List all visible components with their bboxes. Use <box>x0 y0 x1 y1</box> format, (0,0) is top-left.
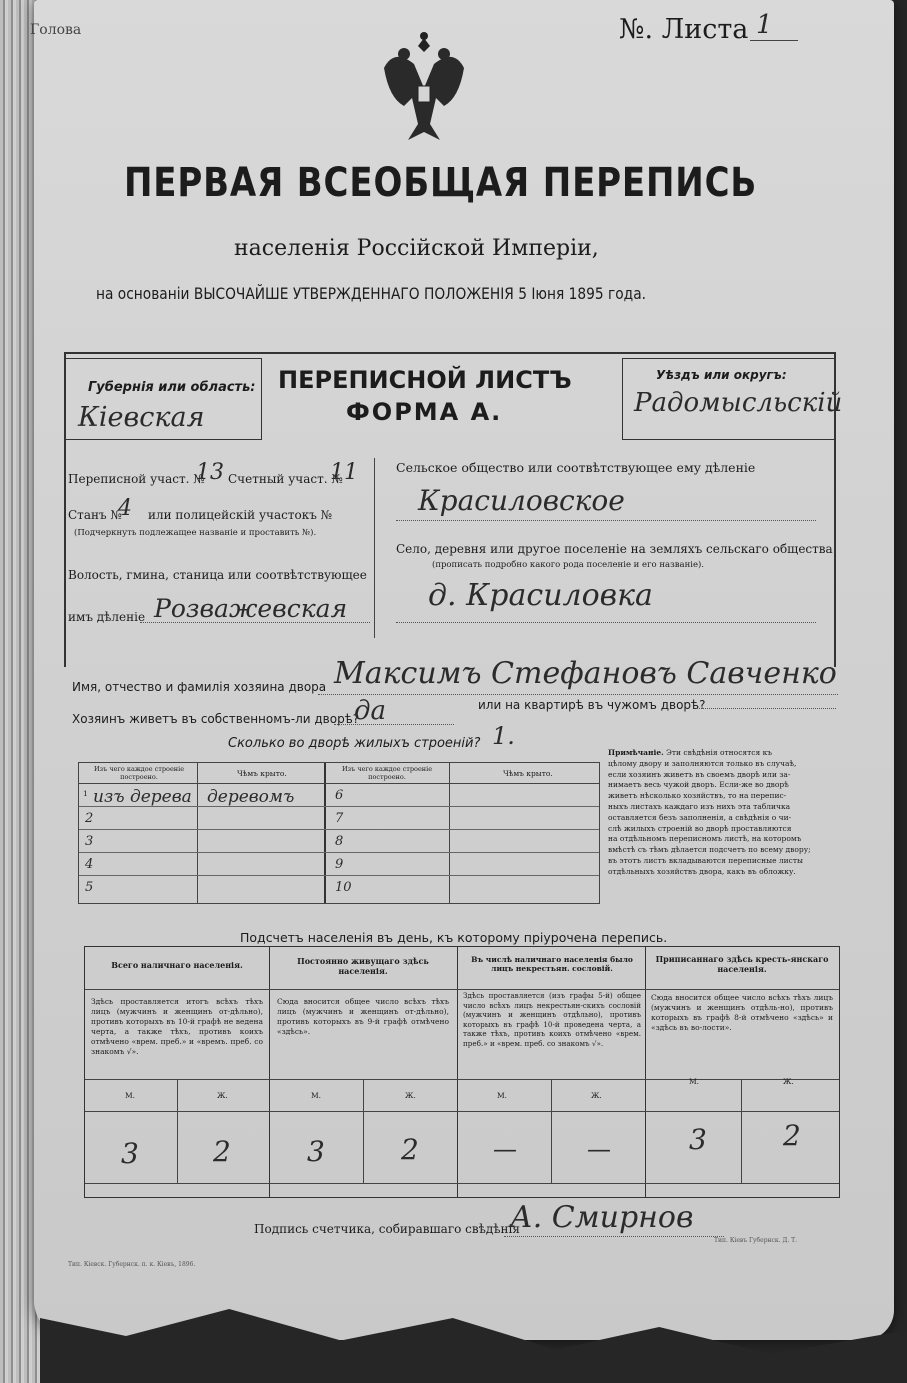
bt-col-div-3 <box>449 763 450 903</box>
lives-label: Хозяинъ живетъ въ собственномъ-ли дворѣ? <box>72 712 360 726</box>
note-title: Примѣчаніе. <box>608 748 664 757</box>
police-label: или полицейскій участокъ № <box>148 508 333 522</box>
ct-div-1 <box>269 947 270 1197</box>
owner-name-value: Максимъ Стефановъ Савченко <box>334 656 837 691</box>
stan-value: 4 <box>118 496 132 521</box>
ct-col1-m-value: 3 <box>121 1137 139 1170</box>
note-line-6: оставляется безъ заполненія, а свѣдѣнія о чи- <box>608 812 792 822</box>
bt-header-line <box>79 783 599 784</box>
census-sheet <box>30 0 894 1340</box>
village-label: Село, деревня или другое поселеніе на земляхъ сельскаго общества <box>396 542 833 556</box>
printer-right: Тип. Кіевъ Губернск. Д. Т. <box>714 1237 798 1244</box>
society-value: Красиловское <box>418 484 625 517</box>
ct-col3-m-label: М. <box>497 1091 508 1100</box>
apartment-line <box>696 708 836 709</box>
buildings-table <box>78 762 600 904</box>
ct-col4-m-value: 3 <box>689 1123 707 1156</box>
bt-row-num-7: 7 <box>335 811 344 826</box>
village-note: (прописать подробно какого рода поселеніе и его названіе). <box>432 560 704 570</box>
ct-col2-text: Сюда вносится общее число всѣхъ тѣхъ лицъ (мужчинъ и женщинъ от-дѣльно), противъ которыхъ въ 9-й графѣ отмѣчено «здѣсь». <box>277 997 449 1036</box>
schetny-label: Счетный участ. № <box>228 472 343 486</box>
note-line-2: если хозяинъ живетъ въ своемъ дворѣ или за- <box>608 769 791 779</box>
bt-row-num-5: 5 <box>85 880 94 895</box>
signature-label: Подпись счетчика, собиравшаго свѣдѣнія <box>254 1222 520 1236</box>
volost-label-2: имъ дѣленіе <box>68 610 146 624</box>
ct-sub-3 <box>551 1079 552 1183</box>
volost-line <box>140 622 370 623</box>
perepisnoy-value: 13 <box>196 460 224 485</box>
bt-row-num-6: 6 <box>335 788 344 803</box>
ct-col4-text: Сюда вносится общее число всѣхъ тѣхъ лицъ (мужчинъ и женщинъ отдѣль-но), противъ которыхъ въ графѣ 8-й отмѣчено «здѣсь» и «здѣсь въ во-лости». <box>651 993 833 1032</box>
bt-col1-header: Изъ чего каждое строеніе построено. <box>93 765 185 781</box>
bt-row-material-1: изъ дерева <box>93 787 192 807</box>
perepisnoy-label: Переписной участ. № <box>68 472 205 486</box>
note-line-3: нимаетъ весь чужой дворъ. Если-же во дворѣ <box>608 780 789 790</box>
bt-row-roof-1: деревомъ <box>207 787 295 807</box>
main-title: ПЕРВАЯ ВСЕОБЩАЯ ПЕРЕПИСЬ <box>124 160 758 206</box>
form-subtitle: ФОРМА А. <box>346 398 503 426</box>
village-value: д. Красиловка <box>428 578 653 613</box>
note-line-5: ныхъ листахъ каждаго изъ нихъ эта табличка <box>608 801 791 811</box>
police-note: (Подчеркнуть подлежащее названіе и проставить №). <box>74 528 317 538</box>
ct-sub-1 <box>177 1079 178 1183</box>
bt-row-num-8: 8 <box>335 834 344 849</box>
village-line <box>396 622 816 623</box>
note-line-4: живетъ нѣсколько хозяйствъ, то на перепис- <box>608 791 787 801</box>
buildings-label: Сколько во дворѣ жилыхъ строеній? <box>228 736 481 751</box>
note-line-8: на отдѣльномъ переписномъ листѣ, на которомъ <box>608 834 802 844</box>
bt-row-num-10: 10 <box>335 880 352 895</box>
uezd-label: Уѣздъ или округъ: <box>656 368 787 382</box>
bt-row-num-2: 2 <box>85 811 94 826</box>
ct-head-line <box>85 989 839 990</box>
ct-col2-m-label: М. <box>311 1091 322 1100</box>
ct-col2-f-label: Ж. <box>405 1091 416 1100</box>
ct-col4-m-label: М. <box>689 1077 700 1086</box>
volost-label: Волость, гмина, станица или соотвѣтствующее <box>68 568 367 582</box>
ct-col1-header: Всего наличнаго населенія. <box>111 960 243 970</box>
bt-row-num-3: 3 <box>85 834 94 849</box>
note-line-1: цѣлому двору и заполняются только въ случаѣ, <box>608 758 797 768</box>
ct-col3-header: Въ числѣ наличнаго населенія было лицъ некрестьян. сословій. <box>471 955 633 973</box>
note-line-11: отдѣльныхъ хозяйствъ двора, какъ въ обложку. <box>608 866 796 876</box>
double-headed-eagle-icon <box>374 28 474 148</box>
note-line-0: Эти свѣдѣнія относятся къ <box>666 748 773 757</box>
ct-div-3 <box>645 947 646 1197</box>
volost-value: Розважевская <box>154 594 348 623</box>
signature-line <box>504 1236 724 1237</box>
sheet-number-line <box>750 40 798 41</box>
basis-line: на основаніи ВЫСОЧАЙШЕ УТВЕРЖДЕННАГО ПОЛОЖЕНІЯ 5 Іюня 1895 года. <box>96 284 646 303</box>
ct-col3-f-label: Ж. <box>591 1091 602 1100</box>
bt-row-num-1: 1 <box>83 789 88 798</box>
bt-col-div-2 <box>324 763 326 903</box>
bt-row-line-3 <box>79 852 599 853</box>
ct-col1-f-label: Ж. <box>217 1091 228 1100</box>
ct-sub-4 <box>741 1079 742 1183</box>
bt-col-div-1 <box>197 763 198 903</box>
owner-name-label: Имя, отчество и фамилія хозяина двора <box>72 680 327 694</box>
bt-col2-header: Чѣмъ крыто. <box>237 769 287 778</box>
note-line-7: слѣ жилыхъ строеній во дворѣ проставляются <box>608 823 792 833</box>
note-block <box>608 748 834 878</box>
ct-div-2 <box>457 947 458 1197</box>
ct-col3-m-value: — <box>493 1135 517 1163</box>
apartment-label: или на квартирѣ въ чужомъ дворѣ? <box>478 698 706 712</box>
corner-text: Голова <box>30 22 82 38</box>
ct-col1-m-label: М. <box>125 1091 136 1100</box>
ct-text-line <box>85 1079 839 1080</box>
ct-col1-text: Здѣсь проставляется итогъ всѣхъ тѣхъ лицъ (мужчинъ и женщинъ от-дѣльно), противъ которыхъ въ 10-й графѣ не ведена черта, а также тѣхъ, противъ коихъ отмѣчено «врем. преб.» и «времъ. преб. со знакомъ √». <box>91 997 263 1056</box>
ct-sub-2 <box>363 1079 364 1183</box>
bt-row-num-9: 9 <box>335 857 344 872</box>
signature-value: А. Смирнов <box>510 1200 694 1235</box>
society-label: Сельское общество или соотвѣтствующее ему дѣленіе <box>396 460 756 475</box>
note-line-9: вмѣстѣ съ тѣмъ дѣлается подсчетъ по всему двору; <box>608 845 811 855</box>
bt-row-line-4 <box>79 875 599 876</box>
ct-col3-text: Здѣсь проставляется (изъ графы 5-й) общее число всѣхъ лицъ некрестьян-скихъ сословій (мужчинъ и женщинъ отдѣльно), противъ которыхъ въ графѣ 10-й проведена черта, а также тѣхъ, противъ коихъ отмѣчено «врем. преб.» и «врем. преб. со знакомъ √». <box>463 991 641 1048</box>
note-line-10: въ этотъ листъ вкладываются переписные листы <box>608 855 803 865</box>
sheet-number-label: №. Листа <box>619 14 749 45</box>
ct-col2-header: Постоянно живущаго здѣсь населенія. <box>297 956 429 976</box>
ct-col2-f-value: 2 <box>401 1133 419 1166</box>
count-title: Подсчетъ населенія въ день, къ которому пріурочена перепись. <box>240 930 668 945</box>
uezd-value: Радомысльскій <box>634 388 843 418</box>
ct-col4-f-label: Ж. <box>783 1077 794 1086</box>
stan-label: Станъ № <box>68 508 122 522</box>
guberniya-value: Кіевская <box>78 402 205 433</box>
owner-name-line <box>318 694 838 695</box>
schetny-value: 11 <box>330 460 358 485</box>
block-divider <box>374 458 375 638</box>
count-table <box>84 946 840 1198</box>
ct-col2-m-value: 3 <box>307 1135 325 1168</box>
bt-col3-header: Изъ чего каждое строеніе построено. <box>341 765 433 781</box>
lives-line <box>334 724 454 725</box>
ct-col4-header: Приписаннаго здѣсь кресть-янскаго населенія. <box>655 954 829 974</box>
form-title: ПЕРЕПИСНОЙ ЛИСТЪ <box>278 366 572 394</box>
ct-col1-f-value: 2 <box>213 1135 231 1168</box>
guberniya-label: Губернія или область: <box>88 380 256 395</box>
ct-col3-f-value: — <box>587 1135 611 1163</box>
lives-value: да <box>354 696 386 726</box>
ct-mf-line <box>85 1111 839 1112</box>
ct-bottom-line <box>85 1183 839 1184</box>
ct-col4-f-value: 2 <box>783 1119 801 1152</box>
society-line <box>396 520 816 521</box>
bt-row-line-2 <box>79 829 599 830</box>
sheet-number-value: 1 <box>756 10 773 40</box>
subtitle: населенія Россійской Имперіи, <box>234 236 599 261</box>
buildings-value: 1. <box>492 722 515 750</box>
bt-row-num-4: 4 <box>85 857 94 872</box>
printer-left: Тип. Кіевск. Губернск. п. к. Кіевъ, 1896. <box>68 1261 196 1268</box>
bt-col4-header: Чѣмъ крыто. <box>503 769 553 778</box>
